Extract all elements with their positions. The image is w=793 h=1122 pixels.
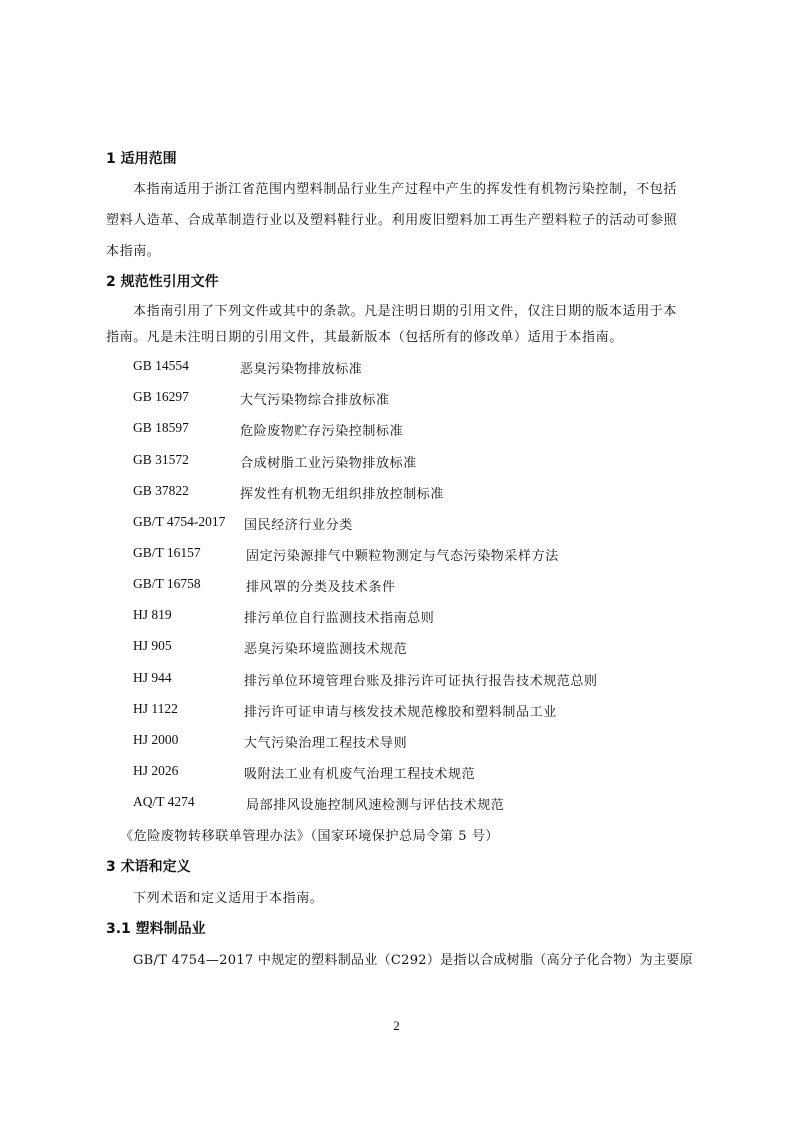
section-1-line-2: 塑料人造革、合成革制造行业以及塑料鞋行业。利用废旧塑料加工再生产塑料粒子的活动可参照 xyxy=(106,213,678,228)
reference-title: 危险废物贮存污染控制标准 xyxy=(240,424,404,439)
reference-code: GB 14554 xyxy=(133,358,189,373)
section-1-heading: 1 适用范围 xyxy=(106,151,177,167)
reference-title: 排风罩的分类及技术条件 xyxy=(246,580,396,595)
reference-row xyxy=(0,794,793,814)
reference-code: HJ 2026 xyxy=(133,763,179,778)
section-1-line-1: 本指南适用于浙江省范围内塑料制品行业生产过程中产生的挥发性有机物污染控制，不包括 xyxy=(133,182,678,197)
reference-code: GB/T 4754-2017 xyxy=(133,514,226,529)
reference-code: AQ/T 4274 xyxy=(133,794,195,809)
reference-row xyxy=(0,732,793,752)
reference-code: HJ 1122 xyxy=(133,701,178,716)
reference-row xyxy=(0,514,793,534)
reference-code: GB 18597 xyxy=(133,420,189,435)
reference-code: GB/T 16758 xyxy=(133,576,201,591)
section-2-heading: 2 规范性引用文件 xyxy=(106,274,219,290)
reference-row xyxy=(0,420,793,440)
reference-row xyxy=(0,670,793,690)
reference-title: 排污单位环境管理台账及排污许可证执行报告技术规范总则 xyxy=(244,674,598,689)
section-3-1-line: GB/T 4754—2017 中规定的塑料制品业（C292）是指以合成树脂（高分子化合物）为主要原 xyxy=(133,953,693,968)
reference-title: 大气污染治理工程技术导则 xyxy=(244,736,408,751)
section-2-line-2: 指南。凡是未注明日期的引用文件，其最新版本（包括所有的修改单）适用于本指南。 xyxy=(106,330,623,345)
page-number: 2 xyxy=(393,1018,400,1033)
reference-code: GB 16297 xyxy=(133,389,189,404)
reference-title: 恶臭污染环境监测技术规范 xyxy=(244,642,408,657)
reference-row xyxy=(0,576,793,596)
reference-row xyxy=(0,483,793,503)
reference-code: GB 37822 xyxy=(133,483,189,498)
reference-title: 大气污染物综合排放标准 xyxy=(240,393,390,408)
section-3-heading: 3 术语和定义 xyxy=(106,859,191,875)
reference-code: HJ 905 xyxy=(133,638,172,653)
reference-row xyxy=(0,701,793,721)
reference-title: 排污许可证申请与核发技术规范橡胶和塑料制品工业 xyxy=(244,705,557,720)
order-reference-line: 《危险废物转移联单管理办法》（国家环境保护总局令第 5 号） xyxy=(120,829,500,844)
reference-row xyxy=(0,545,793,565)
section-2-line-1: 本指南引用了下列文件或其中的条款。凡是注明日期的引用文件，仅注日期的版本适用于本 xyxy=(133,304,678,319)
reference-row xyxy=(0,358,793,378)
reference-title: 国民经济行业分类 xyxy=(244,518,353,533)
reference-code: HJ 944 xyxy=(133,670,172,685)
reference-row xyxy=(0,638,793,658)
reference-title: 吸附法工业有机废气治理工程技术规范 xyxy=(244,767,476,782)
reference-title: 恶臭污染物排放标准 xyxy=(240,362,363,377)
reference-row xyxy=(0,763,793,783)
reference-code: HJ 2000 xyxy=(133,732,179,747)
reference-title: 固定污染源排气中颗粒物测定与气态污染物采样方法 xyxy=(246,549,559,564)
section-1-line-3: 本指南。 xyxy=(106,244,161,259)
reference-code: GB 31572 xyxy=(133,452,189,467)
section-3-line: 下列术语和定义适用于本指南。 xyxy=(133,891,324,906)
section-3-1-heading: 3.1 塑料制品业 xyxy=(106,921,206,937)
reference-row xyxy=(0,452,793,472)
reference-title: 合成树脂工业污染物排放标准 xyxy=(240,456,417,471)
reference-title: 挥发性有机物无组织排放控制标准 xyxy=(240,487,445,502)
reference-title: 局部排风设施控制风速检测与评估技术规范 xyxy=(246,798,505,813)
reference-code: GB/T 16157 xyxy=(133,545,201,560)
reference-code: HJ 819 xyxy=(133,607,172,622)
reference-row xyxy=(0,607,793,627)
reference-row xyxy=(0,389,793,409)
reference-title: 排污单位自行监测技术指南总则 xyxy=(244,611,435,626)
